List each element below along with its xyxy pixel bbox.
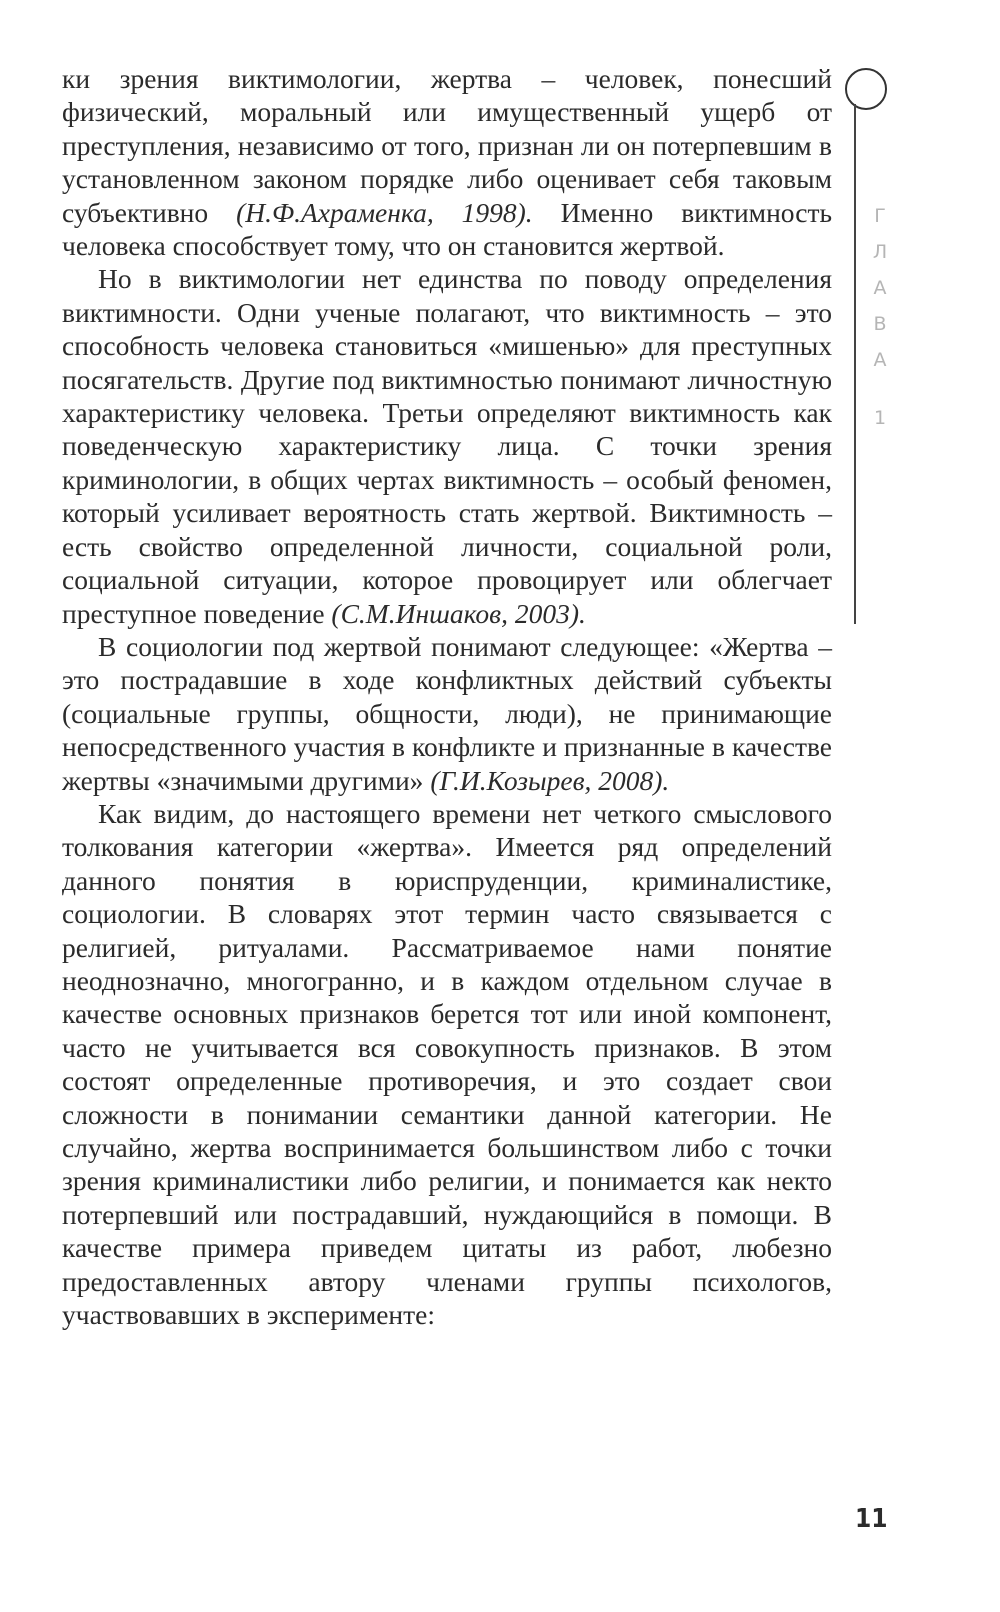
- paragraph-3-text: В социологии под жертвой понимают следующее: «Жертва – это пострадавшие в ходе конфликтных действий субъекты (социальные группы, общности, люди), не принимающие непосредственного участия в конфликте и признанные в качестве жертвы «значимыми другими»: [62, 630, 832, 796]
- chapter-tab-circle: [845, 68, 887, 110]
- paragraph-3: [62, 630, 832, 797]
- paragraph-1-text: ки зрения виктимологии, жертва – человек, понесший физический, моральный или имущественный ущерб от преступления, независимо от того, признан ли он потерпевшим в установленном законом порядке либо оценивает себя таковым субъективно: [62, 63, 832, 228]
- chapter-tab-letter: Л: [872, 241, 888, 263]
- chapter-tab-letter: В: [873, 313, 887, 335]
- paragraph-4-text: Как видим, до настоящего времени нет четкого смыслового толкования категории «жертва». Имеется ряд определений данного понятия в юриспруденции, криминалистике, социологии. В словарях этот термин часто связывается с религией, ритуалами. Рассматриваемое нами понятие неоднозначно, многогранно, и в каждом отдельном случае в качестве основных признаков берется тот или иной компонент, часто не учитывается вся совокупность признаков. В этом состоят определенные противоречия, и это создает свои сложности в понимании семантики данной категории. Не случайно, жертва воспринимается большинством либо с точки зрения криминалистики либо религии, и понимается как некто потерпевший или пострадавший, нуждающийся в помощи. В качестве примера приведем цитаты из работ, любезно предоставленных автору членами группы психологов, участвовавших в эксперименте:: [62, 797, 832, 1331]
- paragraph-1-text-after: Именно виктимность человека способствует тому, что он становится жертвой.: [62, 196, 832, 262]
- chapter-tab-letter: А: [873, 277, 887, 299]
- page-number: 11: [855, 1504, 888, 1534]
- chapter-tab-letter: А: [873, 349, 887, 371]
- chapter-tab-label: [868, 198, 892, 436]
- chapter-tab-number: 1: [873, 407, 887, 429]
- paragraph-2: [62, 262, 832, 629]
- paragraph-4: [62, 797, 832, 1332]
- citation-akhramenka: (Н.Ф.Ахраменка, 1998).: [236, 196, 533, 228]
- citation-inshakov: (С.М.Иншаков, 2003).: [331, 597, 586, 629]
- chapter-tab-letter: Г: [874, 205, 886, 227]
- chapter-tab-rule: [854, 104, 856, 624]
- citation-kozyrev: (Г.И.Козырев, 2008).: [430, 764, 670, 796]
- paragraph-1: [62, 62, 832, 262]
- body-text: [62, 62, 832, 1331]
- paragraph-2-text: Но в виктимологии нет единства по поводу определения виктимности. Одни ученые полагают, что виктимность – это способность человека становиться «мишенью» для преступных посягательств. Другие под виктимностью понимают личностную характеристику человека. Третьи определяют виктимность как поведенческую характеристику лица. С точки зрения криминологии, в общих чертах виктимность – особый феномен, который усиливает вероятность стать жертвой. Виктимность – есть свойство определенной личности, социальной роли, социальной ситуации, которое провоцирует или облегчает преступное поведение: [62, 263, 832, 629]
